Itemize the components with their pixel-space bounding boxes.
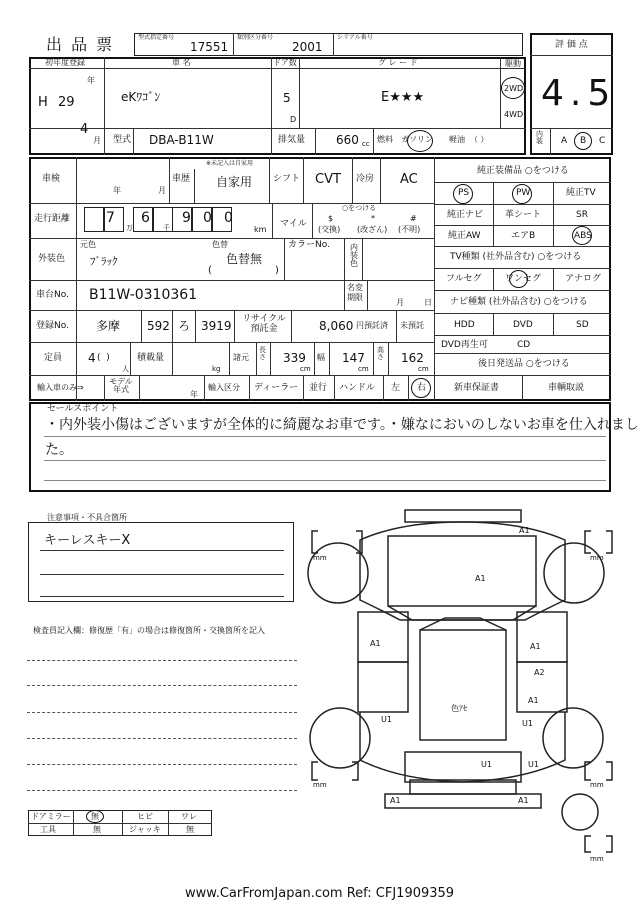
damage-mark: A1 (530, 642, 541, 651)
sales-point-line: た。 (45, 442, 73, 458)
damage-mark: U1 (481, 760, 492, 769)
front-right-wheel (544, 543, 604, 603)
repaint: 色替無 (226, 252, 263, 266)
sales-point-line: ・内外装小傷はございますが全体的に綺麗なお車です。・嫌なにおいのしないお車を仕入れまし (45, 417, 639, 433)
reg-area: 多摩 (96, 319, 121, 333)
recycle-fee: 8,060 (319, 319, 354, 333)
height: 162 (401, 351, 424, 365)
footer-ref: www.CarFromJapan.com Ref: CFJ1909359 (185, 886, 455, 901)
first-reg-month: 4 (80, 122, 89, 137)
model-code: DBA-B11W (149, 133, 214, 147)
damage-mark: A2 (534, 668, 545, 677)
damage-mark: U1 (522, 719, 533, 728)
spare-wheel (562, 794, 598, 830)
damage-mark: A1 (519, 526, 530, 535)
rear-right-wheel (543, 708, 603, 768)
mileage-digit: 6 (141, 210, 150, 226)
color-note: 色ｱｾ (451, 704, 467, 713)
hood (388, 536, 536, 606)
damage-mark: A1 (475, 574, 486, 583)
displacement: 660 (336, 133, 359, 147)
mileage-digit: 0 (224, 210, 233, 226)
tailgate (405, 752, 521, 782)
front-bumper (405, 510, 521, 522)
shift: CVT (315, 172, 341, 187)
air-conditioning: AC (400, 172, 418, 187)
first-reg-year: 29 (58, 95, 75, 110)
width: 147 (342, 351, 365, 365)
page-title: 出 品 票 (46, 35, 115, 54)
mileage-digit: 0 (203, 210, 212, 226)
doors: 5 (283, 91, 291, 105)
class-code: 2001 (292, 40, 323, 54)
rear-left-door (358, 662, 408, 712)
roof (420, 630, 506, 740)
vehicle-name: eKﾜｺﾞﾝ (121, 90, 161, 104)
damage-mark: A1 (370, 639, 381, 648)
rear-left-wheel (310, 708, 370, 768)
capacity: 4 (88, 351, 96, 365)
grade-score: 4.5 (541, 73, 617, 114)
type-code: 17551 (190, 40, 229, 54)
damage-mark: A1 (390, 796, 401, 805)
damage-mark: U1 (528, 760, 539, 769)
mileage-digit: 9 (182, 210, 191, 226)
damage-mark: A1 (518, 796, 529, 805)
vehicle-history: 自家用 (216, 175, 253, 189)
chassis-number: B11W-0310361 (89, 287, 198, 303)
damage-mark: U1 (381, 715, 392, 724)
note-item: キーレスキーX (44, 533, 131, 548)
grade: E★★★ (381, 90, 425, 105)
original-color: ﾌﾞﾗｯｸ (90, 255, 118, 268)
front-left-wheel (308, 543, 368, 603)
mileage-digit: 7 (106, 210, 115, 226)
damage-mark: A1 (528, 696, 539, 705)
length: 339 (283, 351, 306, 365)
reg-number: 3919 (201, 319, 232, 333)
